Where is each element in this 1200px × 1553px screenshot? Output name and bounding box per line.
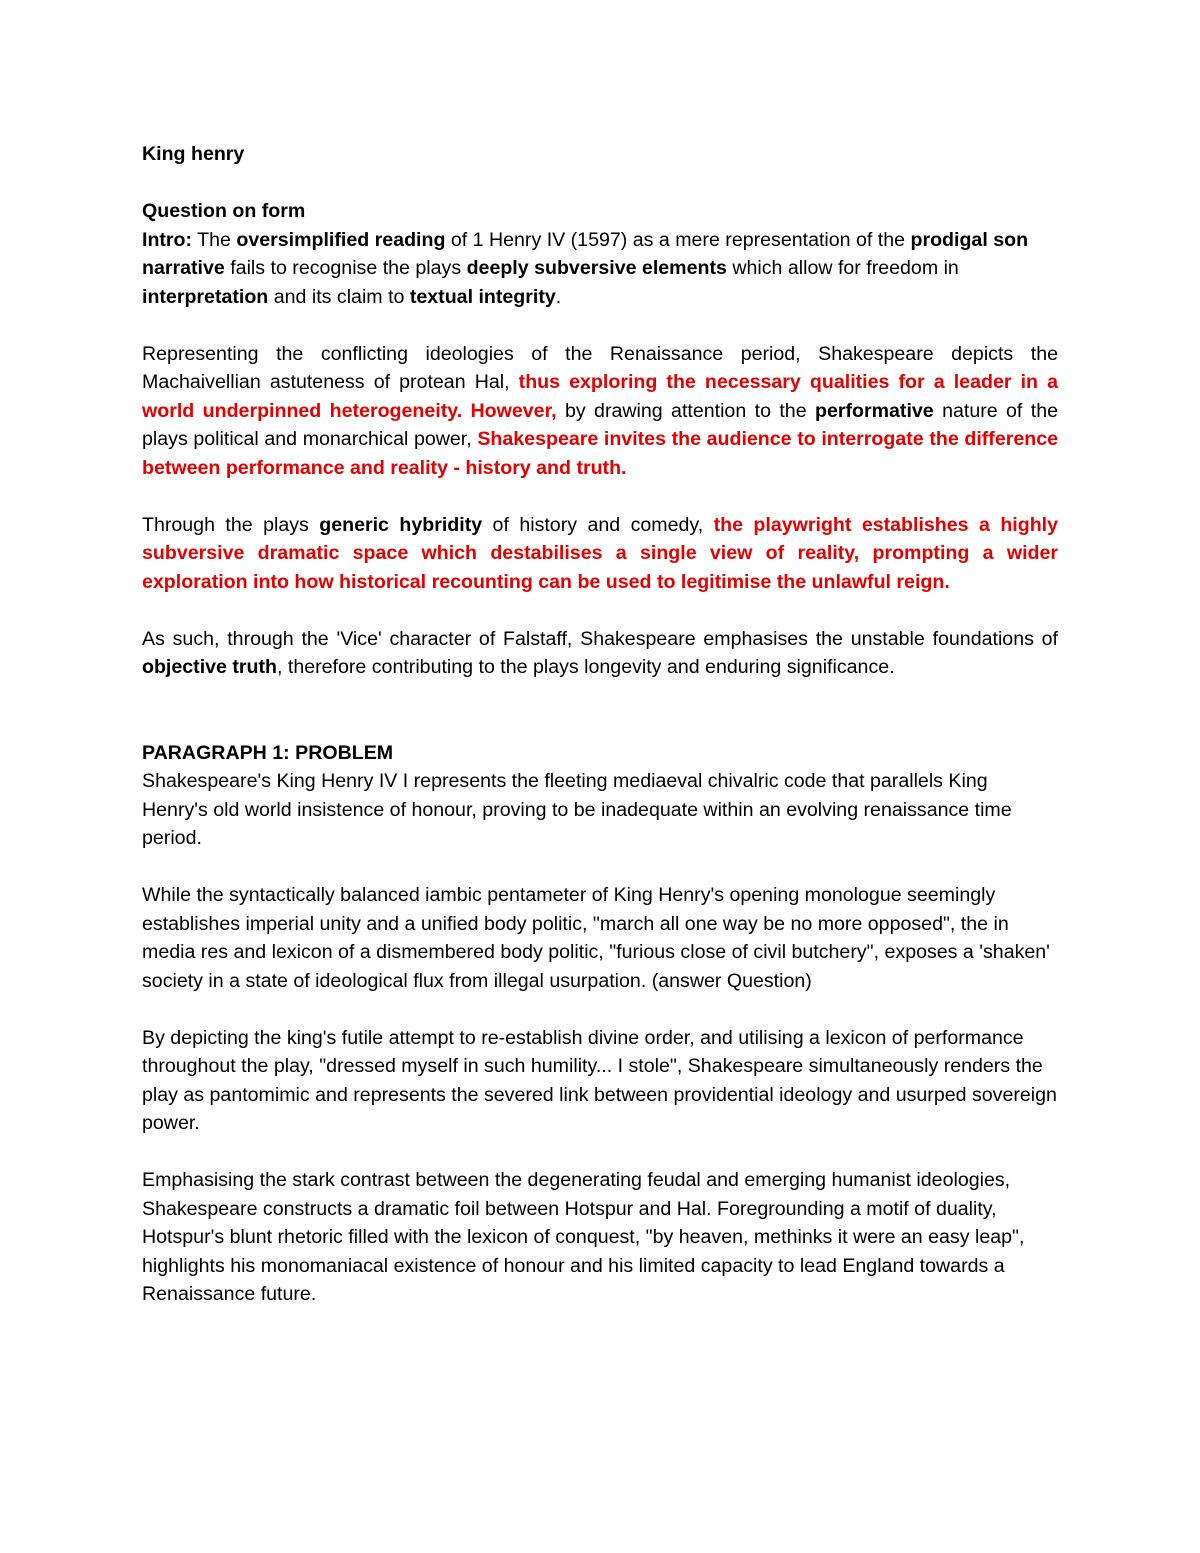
text-run: nature of the plays political and monarchical power, — [142, 399, 1058, 450]
text-run: which allow for freedom in — [726, 257, 959, 279]
paragraph-1-text-2: While the syntactically balanced iambic pentameter of King Henry's opening monologue seemingly establishes imperial unity and a unified body politic, "march all one way be no more opposed", the in media res and lexicon of a dismembered body politic, "furious close of civil butchery", exposes a 'shaken' society in a state of ideological flux from illegal usurpation. (answer Question) — [142, 884, 1050, 992]
paragraph-1-text-3: By depicting the king's futile attempt to re-establish divine order, and utilising a lexicon of performance throughout the play, "dressed myself in such humility... I stole", Shakespeare simultaneously renders the play as pantomimic and represents the severed link between providential ideology and usurped sovereign power. — [142, 1026, 1057, 1134]
text-run: . — [555, 285, 562, 308]
text-run: Representing the conflicting ideologies of the Renaissance period, Shakespeare depicts the Machaivellian astuteness of protean Hal, — [142, 342, 1058, 393]
spacer — [142, 1138, 1058, 1167]
bold-run: textual integrity — [409, 285, 556, 308]
spacer — [142, 169, 1058, 198]
text-run: and its claim to — [268, 285, 410, 308]
spacer — [142, 482, 1058, 511]
bold-run: deeply subversive elements — [466, 257, 727, 279]
bold-run: oversimplified reading — [236, 228, 446, 251]
spacer — [142, 853, 1058, 882]
highlight-run: thus exploring the necessary qualities for a leader in a world underpinned heterogeneity. However, — [142, 371, 1058, 422]
spacer — [142, 995, 1058, 1024]
highlight-run: Shakespeare invites the audience to interrogate the difference between performance and reality - history and truth. — [142, 428, 1058, 479]
text-run: The — [192, 228, 237, 251]
body-paragraph-4 — [142, 625, 1058, 682]
bold-run: interpretation — [142, 285, 269, 308]
document-page — [142, 140, 1058, 1309]
text-run: of history and comedy, — [482, 513, 714, 536]
highlight-run: the playwright establishes a highly subversive dramatic space which destabilises a single view of reality, prompting a wider exploration into how historical recounting can be used to legitimise the unlawful reign. — [142, 513, 1059, 593]
text-run: As such, through the 'Vice' character of Falstaff, Shakespeare emphasises the unstable foundations of — [142, 627, 1058, 650]
bold-run: generic hybridity — [319, 513, 483, 536]
intro-label: Intro: — [142, 228, 193, 251]
text-run: fails to recognise the plays — [224, 257, 467, 279]
section-subtitle: Question on form — [142, 200, 306, 222]
intro-paragraph — [142, 226, 1058, 312]
paragraph-1-text-4: Emphasising the stark contrast between the degenerating feudal and emerging humanist ideologies, Shakespeare constructs a dramatic foil between Hotspur and Hal. Foregrounding a motif of duality, Hotspur's blunt rhetoric filled with the lexicon of conquest, "by heaven, methinks it were an easy leap", highlights his monomaniacal existence of honour and his limited capacity to lead England towards a Renaissance future. — [142, 1169, 1025, 1305]
paragraph-1-heading: PARAGRAPH 1: PROBLEM — [142, 741, 394, 764]
body-paragraph-2 — [142, 340, 1058, 483]
text-run: by drawing attention to the — [556, 399, 815, 422]
spacer — [142, 596, 1058, 625]
paragraph-1-text-1: Shakespeare's King Henry IV I represents the fleeting mediaeval chivalric code that parallels King Henry's old world insistence of honour, proving to be inadequate within an evolving renaissance time period. — [142, 770, 1012, 849]
text-run: Through the plays — [142, 513, 320, 536]
bold-run: prodigal son narrative — [142, 228, 1029, 279]
spacer — [142, 682, 1058, 739]
text-run: of 1 Henry IV (1597) as a mere representation of the — [445, 228, 911, 251]
bold-run: performative — [814, 399, 934, 422]
document-title: King henry — [142, 143, 245, 165]
spacer — [142, 311, 1058, 340]
text-run: , therefore contributing to the plays longevity and enduring significance. — [277, 656, 895, 678]
body-paragraph-3 — [142, 511, 1058, 597]
bold-run: objective truth — [142, 656, 277, 678]
